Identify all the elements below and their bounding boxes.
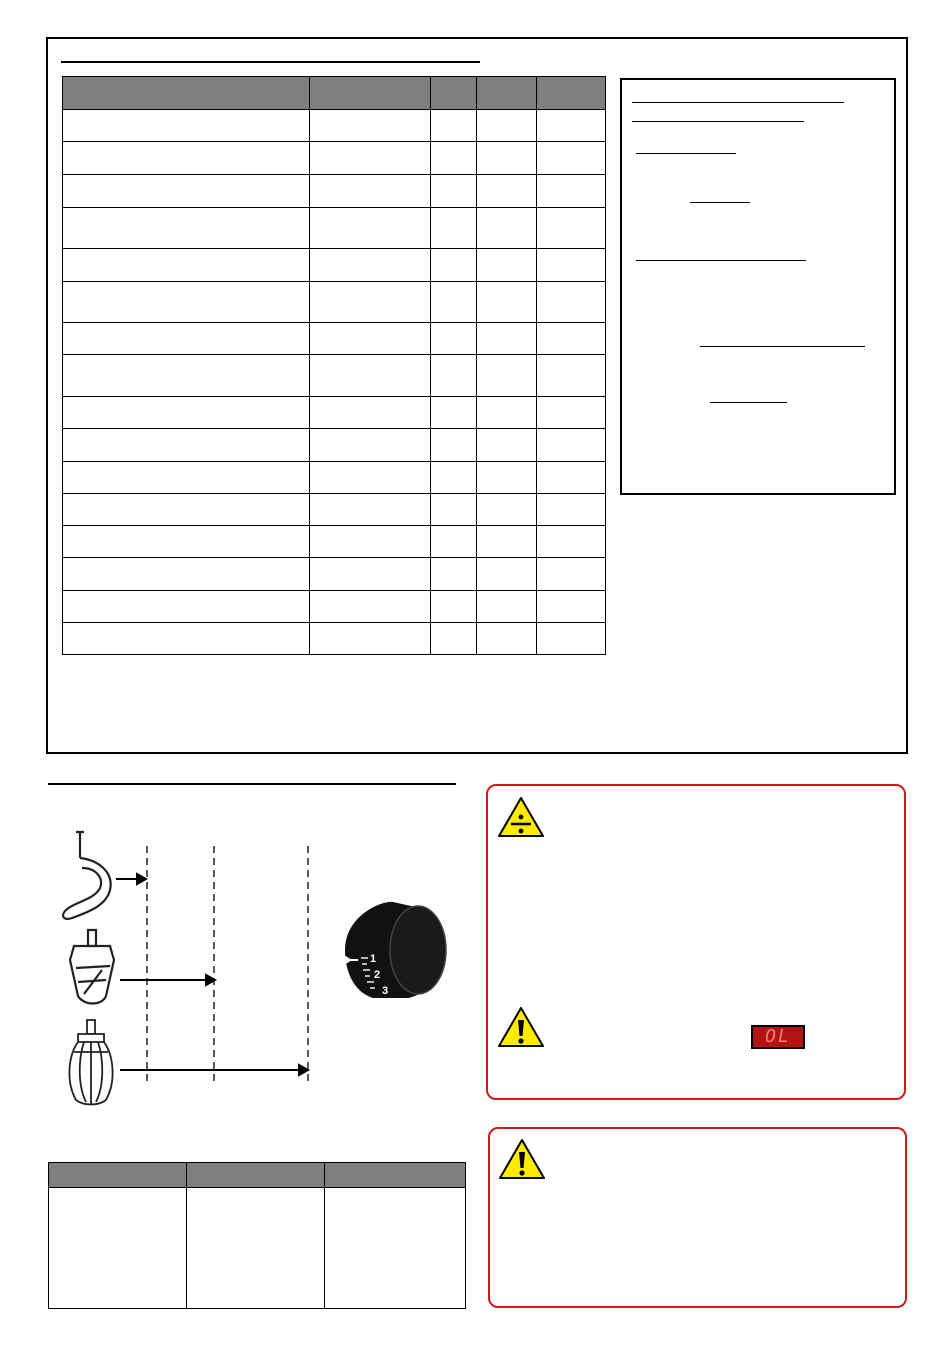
table-cell (477, 429, 537, 462)
table-cell (63, 249, 310, 282)
table-cell (63, 591, 310, 623)
formula-line (700, 346, 865, 347)
warning-exclamation-icon (498, 1138, 546, 1180)
table-row (63, 397, 606, 429)
formula-line (636, 153, 736, 154)
table-cell (431, 623, 477, 655)
table-cell (310, 526, 431, 558)
header-cell (431, 77, 477, 110)
table-cell (431, 558, 477, 591)
table-cell (431, 462, 477, 494)
formula-box (620, 78, 896, 495)
table-cell (63, 323, 310, 355)
table-row (63, 591, 606, 623)
header-cell (325, 1163, 466, 1188)
depth-guides (147, 846, 308, 1082)
speed-dial-knob-icon (344, 902, 446, 998)
table-cell (187, 1188, 325, 1309)
table-row (63, 142, 606, 175)
table-cell (431, 323, 477, 355)
table-cell (431, 591, 477, 623)
flat-beater-icon (70, 930, 114, 1004)
table-cell (477, 591, 537, 623)
table-cell (63, 462, 310, 494)
table-cell (310, 429, 431, 462)
table-cell (310, 249, 431, 282)
table-cell (431, 175, 477, 208)
warning-exclamation-icon (497, 1006, 545, 1048)
dial-mark-2: 2 (374, 969, 381, 981)
table-row (63, 208, 606, 249)
table-cell (310, 558, 431, 591)
table-row (63, 623, 606, 655)
table-cell (431, 526, 477, 558)
table-cell (63, 175, 310, 208)
warning-box-bottom (488, 1127, 907, 1308)
table-cell (537, 142, 606, 175)
header-cell (537, 77, 606, 110)
dial-mark-1: 1 (370, 953, 377, 965)
table-cell (310, 494, 431, 526)
table-row (63, 282, 606, 323)
table-cell (537, 623, 606, 655)
formula-line (710, 402, 787, 403)
table-cell (431, 110, 477, 142)
table-cell (63, 623, 310, 655)
table-cell (63, 282, 310, 323)
table-cell (537, 591, 606, 623)
table-cell (537, 110, 606, 142)
table-cell (310, 142, 431, 175)
table-cell (431, 494, 477, 526)
formula-box-title-rule (632, 102, 844, 103)
table-cell (477, 355, 537, 397)
table-cell (477, 558, 537, 591)
table-cell (310, 175, 431, 208)
table-cell (537, 355, 606, 397)
capacity-table (62, 76, 606, 655)
table-cell (537, 397, 606, 429)
table-cell (63, 558, 310, 591)
table-cell (63, 355, 310, 397)
table-row (63, 355, 606, 397)
table-row (63, 249, 606, 282)
tools-diagram (48, 820, 458, 1120)
table-cell (63, 429, 310, 462)
table-cell (537, 282, 606, 323)
table-cell (310, 110, 431, 142)
table-cell (63, 208, 310, 249)
table-row (63, 110, 606, 142)
speed-table (48, 1162, 466, 1309)
table-cell (477, 323, 537, 355)
formula-line (690, 202, 750, 203)
table-cell (537, 249, 606, 282)
table-cell (431, 282, 477, 323)
table-row (63, 494, 606, 526)
table-cell (537, 526, 606, 558)
speed-table-header (49, 1163, 466, 1188)
dial-mark-3: 3 (382, 985, 389, 997)
table-cell (63, 397, 310, 429)
table-cell (477, 249, 537, 282)
table-cell (477, 397, 537, 429)
table-cell (63, 142, 310, 175)
table-cell (431, 249, 477, 282)
table-cell (537, 494, 606, 526)
table-cell (49, 1188, 187, 1309)
table-row (63, 323, 606, 355)
table-cell (477, 110, 537, 142)
table-cell (537, 429, 606, 462)
table-cell (477, 526, 537, 558)
table-cell (477, 623, 537, 655)
wire-whisk-icon (69, 1020, 112, 1105)
header-cell (310, 77, 431, 110)
table-row (63, 526, 606, 558)
table-cell (310, 397, 431, 429)
capacity-section-title-rule (61, 61, 480, 63)
table-cell (310, 355, 431, 397)
table-cell (537, 558, 606, 591)
table-row (63, 558, 606, 591)
table-cell (63, 110, 310, 142)
table-cell (431, 429, 477, 462)
depth-arrows (116, 874, 308, 1075)
table-cell (537, 175, 606, 208)
table-cell (310, 208, 431, 249)
dough-hook-icon (63, 832, 111, 919)
table-cell (431, 355, 477, 397)
table-cell (537, 323, 606, 355)
table-cell (63, 526, 310, 558)
table-cell (310, 623, 431, 655)
table-cell (310, 323, 431, 355)
formula-box-subtitle-rule (632, 121, 804, 122)
formula-line (636, 260, 806, 261)
table-cell (310, 462, 431, 494)
header-cell (63, 77, 310, 110)
table-cell (431, 208, 477, 249)
header-cell (477, 77, 537, 110)
table-cell (325, 1188, 466, 1309)
table-cell (477, 282, 537, 323)
table-row (63, 175, 606, 208)
table-cell (310, 591, 431, 623)
table-cell (537, 462, 606, 494)
warning-divide-icon (497, 796, 545, 838)
table-cell (477, 462, 537, 494)
warning-box-top (486, 784, 906, 1100)
table-cell (537, 208, 606, 249)
table-cell (63, 494, 310, 526)
overload-display: OL (751, 1025, 805, 1049)
tools-section-title-rule (48, 783, 456, 785)
header-cell (187, 1163, 325, 1188)
table-cell (477, 494, 537, 526)
table-cell (477, 175, 537, 208)
table-cell (310, 282, 431, 323)
table-cell (477, 208, 537, 249)
table-row (63, 462, 606, 494)
table-cell (477, 142, 537, 175)
table-cell (431, 397, 477, 429)
capacity-table-header (63, 77, 606, 110)
table-row (49, 1188, 466, 1309)
table-cell (431, 142, 477, 175)
table-row (63, 429, 606, 462)
header-cell (49, 1163, 187, 1188)
